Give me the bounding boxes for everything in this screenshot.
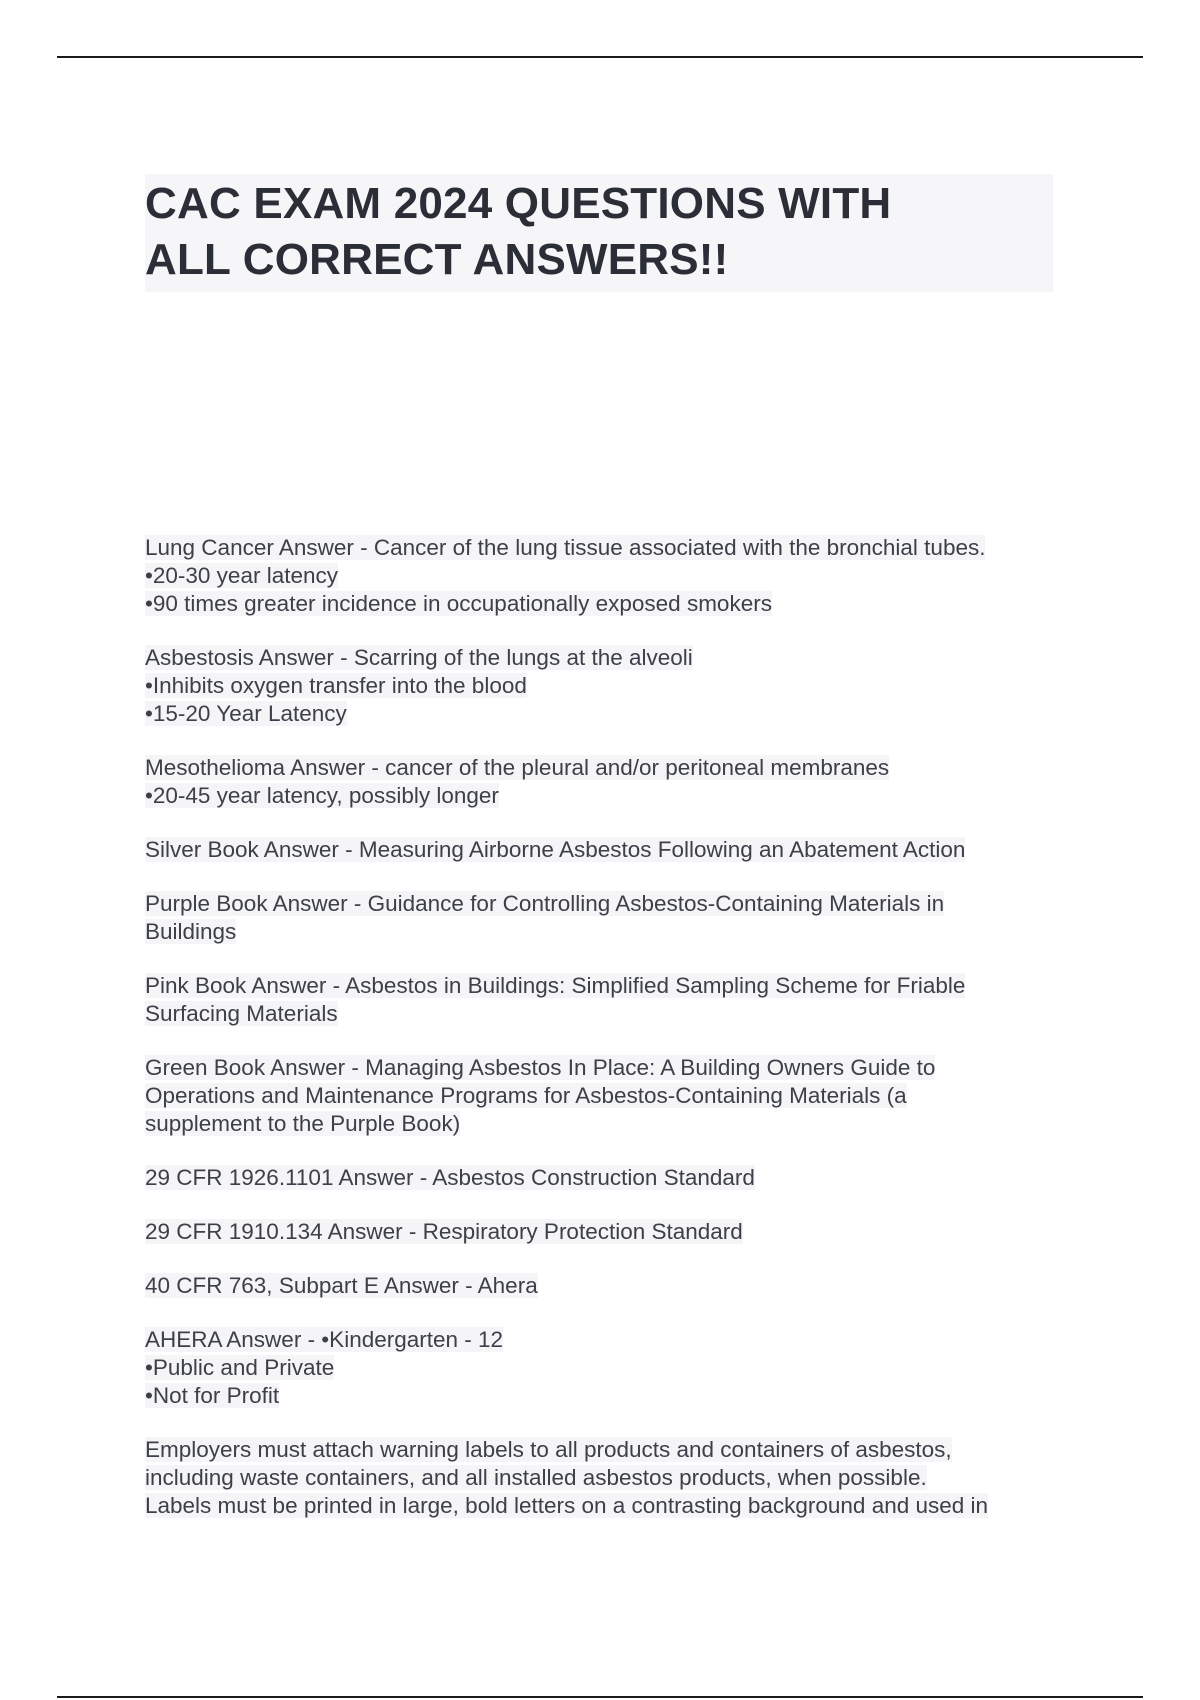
entry-line: Employers must attach warning labels to all products and containers of asbestos,: [145, 1437, 952, 1462]
top-rule: [57, 56, 1143, 58]
title-heading: [145, 176, 1053, 288]
qa-entry-29cfr-1926: [145, 1164, 1075, 1192]
entry-line: Surfacing Materials: [145, 1001, 338, 1026]
qa-entry-mesothelioma: [145, 754, 1075, 810]
entry-line: Lung Cancer Answer - Cancer of the lung tissue associated with the bronchial tubes.: [145, 535, 986, 560]
entry-line: Silver Book Answer - Measuring Airborne Asbestos Following an Abatement Action: [145, 837, 966, 862]
title-line: CAC EXAM 2024 QUESTIONS WITH: [145, 179, 892, 228]
qa-entry-40cfr-763: [145, 1272, 1075, 1300]
entry-line: Labels must be printed in large, bold letters on a contrasting background and used in: [145, 1493, 989, 1518]
entry-line: Asbestosis Answer - Scarring of the lungs at the alveoli: [145, 645, 693, 670]
qa-entry-pink-book: [145, 972, 1075, 1028]
entry-line: Purple Book Answer - Guidance for Controlling Asbestos-Containing Materials in: [145, 891, 945, 916]
qa-entry-warning-labels: [145, 1436, 1075, 1520]
document-title: [145, 174, 1053, 292]
qa-entry-silver-book: [145, 836, 1075, 864]
entry-line: Buildings: [145, 919, 237, 944]
entry-line: Green Book Answer - Managing Asbestos In Place: A Building Owners Guide to: [145, 1055, 936, 1080]
entry-line: supplement to the Purple Book): [145, 1111, 461, 1136]
qa-entries: [145, 534, 1075, 1546]
entry-line: 29 CFR 1926.1101 Answer - Asbestos Construction Standard: [145, 1165, 755, 1190]
entry-line: 40 CFR 763, Subpart E Answer - Ahera: [145, 1273, 538, 1298]
entry-line: •Not for Profit: [145, 1383, 280, 1408]
entry-line: •Inhibits oxygen transfer into the blood: [145, 673, 527, 698]
qa-entry-purple-book: [145, 890, 1075, 946]
entry-line: 29 CFR 1910.134 Answer - Respiratory Protection Standard: [145, 1219, 743, 1244]
qa-entry-green-book: [145, 1054, 1075, 1138]
entry-line: •15-20 Year Latency: [145, 701, 347, 726]
bottom-rule: [57, 1696, 1143, 1698]
entry-line: Mesothelioma Answer - cancer of the pleural and/or peritoneal membranes: [145, 755, 890, 780]
qa-entry-asbestosis: [145, 644, 1075, 728]
entry-line: •90 times greater incidence in occupationally exposed smokers: [145, 591, 772, 616]
entry-line: AHERA Answer - •Kindergarten - 12: [145, 1327, 504, 1352]
entry-line: including waste containers, and all installed asbestos products, when possible.: [145, 1465, 927, 1490]
qa-entry-29cfr-1910: [145, 1218, 1075, 1246]
entry-line: Pink Book Answer - Asbestos in Buildings: Simplified Sampling Scheme for Friable: [145, 973, 966, 998]
title-line: ALL CORRECT ANSWERS!!: [145, 235, 729, 284]
entry-line: •20-30 year latency: [145, 563, 338, 588]
entry-line: Operations and Maintenance Programs for Asbestos-Containing Materials (a: [145, 1083, 907, 1108]
entry-line: •20-45 year latency, possibly longer: [145, 783, 499, 808]
qa-entry-ahera: [145, 1326, 1075, 1410]
entry-line: •Public and Private: [145, 1355, 335, 1380]
qa-entry-lung-cancer: [145, 534, 1075, 618]
